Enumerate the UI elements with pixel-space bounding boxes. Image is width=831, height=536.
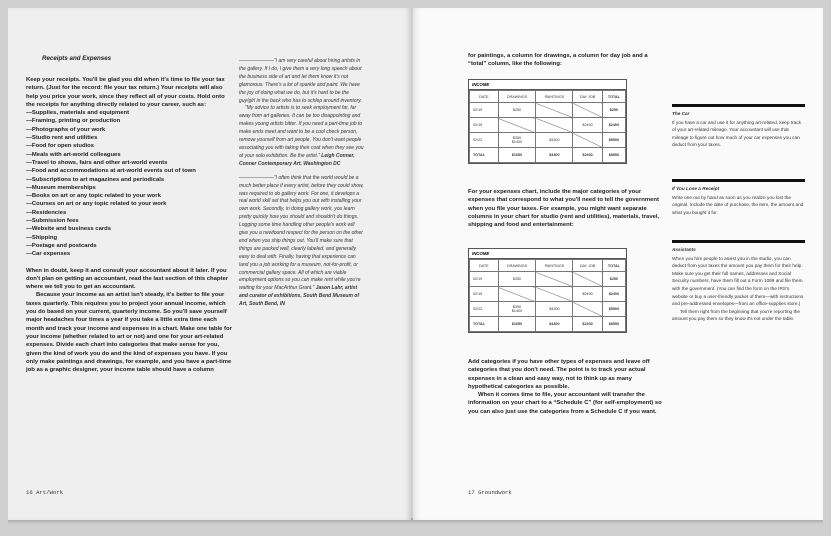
- table-cell: [573, 103, 602, 118]
- list-item: —Supplies, materials and equipment: [26, 110, 130, 117]
- right-page: [413, 8, 823, 520]
- table-row: [470, 272, 626, 287]
- list-item: —Postage and postcards: [26, 242, 97, 249]
- table-cell: [498, 287, 536, 302]
- sidebar-title: The Car: [672, 111, 690, 116]
- list-item: —Museum memberships: [26, 184, 96, 191]
- table-cell: $2400: [573, 287, 602, 302]
- sidebar-text: When you hire people to assist you in the studio, you can deduct from your taxes the amount you pay them for their help. Make sure you get their full names, addresses and Social Security numbers, have them fill out a Form 1099 and file them with the government. (You can find the form on the IRS's website or buy a user-friendly packet of them—with instructions and pre-addressed envelopes—from an office-supplies store.): [672, 255, 804, 307]
- left-body-column: [26, 76, 234, 374]
- quote-attribution: Jason Lahr, artist and curator of exhibitions, South Bend Museum of Art, South Bend, IN: [239, 285, 360, 308]
- table-cell: 02/15: [470, 118, 499, 133]
- table-row: [470, 287, 626, 302]
- table-cell: $4300: [536, 302, 573, 317]
- column-header: DAY JOB: [573, 260, 602, 272]
- table-total-row: [470, 317, 626, 332]
- table-cell: $2400: [602, 118, 625, 133]
- table-cell: $350 $1400: [498, 302, 536, 317]
- column-header: PAINTINGS: [536, 260, 573, 272]
- sidebar-title: Assistants: [672, 247, 696, 252]
- sidebar-rule: [672, 179, 805, 182]
- table-cell: $2400: [573, 118, 602, 133]
- table-cell: $250: [602, 272, 625, 287]
- column-header: DATE: [470, 260, 499, 272]
- page-folio: 16 Art/Work: [26, 489, 63, 496]
- table-cell: $250: [498, 103, 536, 118]
- list-item: —Books on art or any topic related to your work: [26, 193, 161, 200]
- paragraph: Add categories if you have other types of expenses and leave off categories that you don't need. The point is to track your actual expenses in a clean and easy way, not to think up as many hypothetical categories as possible.: [468, 359, 650, 390]
- income-table: [468, 79, 627, 164]
- sidebar-text: If you have a car and use it for anything art-related, keep track of your art-related mileage. Your accountant will use that mileage to figure out how much of your car expenses you can deduct from your taxes.: [672, 119, 801, 148]
- table-cell: $350 $1400: [498, 133, 536, 148]
- table-cell: $8550: [602, 317, 625, 332]
- table-cell: 02/22: [470, 302, 499, 317]
- expenses-paragraph: For your expenses chart, include the major categories of your expenses that correspond to what you'll need to tell the government when you file your taxes. For example, you might want separate columns in your chart for studio (rent and utilities), materials, travel, shipping and food and entertainment:: [468, 189, 660, 229]
- table-cell: $5500: [602, 133, 625, 148]
- table-header-row: [470, 91, 626, 103]
- table-total-row: [470, 148, 626, 163]
- table-cell: $250: [498, 272, 536, 287]
- quote-attribution: Leigh Conner, Conner Contemporary Art, Washington DC: [239, 152, 355, 167]
- table-cell: $1650: [498, 148, 536, 163]
- table-cell: $8550: [602, 148, 625, 163]
- top-paragraph: for paintings, a column for drawings, a column for day job and a “total” column, like the following:: [468, 53, 648, 68]
- table-title: INCOME: [469, 249, 626, 259]
- table-cell: TOTAL: [470, 148, 499, 163]
- quote: ———————“I often think that the world would be a much better place if every artist, before they could show, was required to do gallery work. For one, it develops a real world skill set that helps you out with installing your own work. Secondly, in doing gallery work, you learn pretty quickly how you should and shouldn't do things. Logging some time handling other people's work will give you a newfound respect for the person on the other end when you ship things out. You'll make sure that things are packed well, clearly labeled, and generally easy to deal with. Finally, having that experience can land you a job working for a museum, not-for-profit, or commercial gallery space. All of which are viable employment options so you can make rent while you're waiting for your MacArthur Grant.” Jason Lahr, artist and curator of exhibitions, South Bend Museum of Art, South Bend, IN: [239, 174, 364, 308]
- column-header: TOTAL: [602, 91, 625, 103]
- column-header: PAINTINGS: [536, 91, 573, 103]
- column-header: TOTAL: [602, 260, 625, 272]
- table-cell: $2400: [573, 148, 602, 163]
- list-item: —Food for open studios: [26, 143, 95, 150]
- sidebar-the-car: [672, 104, 805, 149]
- paragraph: When in doubt, keep it and consult your accountant about it later. If you don't plan on getting an accountant, read the last section of this chapter where we tell you to get an accountant.: [26, 267, 229, 291]
- table-cell: $4300: [536, 133, 573, 148]
- table-cell: [536, 103, 573, 118]
- table-cell: [573, 272, 602, 287]
- list-item: —Submission fees: [26, 218, 79, 225]
- pull-quotes-column: [239, 58, 365, 309]
- table-cell: 02/22: [470, 133, 499, 148]
- table-grid: [469, 259, 626, 332]
- list-item: —Car expenses: [26, 251, 71, 258]
- list-item: —Meals with art-world colleagues: [26, 151, 121, 158]
- list-item: —Framing, printing or production: [26, 118, 121, 125]
- sidebar-text: Write one out by hand as soon as you realize you lost the original. Include the date of purchase, the item, the amount and what you bought it for.: [672, 194, 804, 215]
- table-cell: $250: [602, 103, 625, 118]
- column-header: DAY JOB: [573, 91, 602, 103]
- list-item: —Travel to shows, fairs and other art-world events: [26, 159, 168, 166]
- table-cell: [498, 118, 536, 133]
- intro-paragraph: Keep your receipts. You'll be glad you did when it's time to file your tax return. (Just for the record: file your tax return.) Your receipts will also help you price your work, since they reflect all of your costs. Hold onto the receipts for anything directly related to your career, such as:: [26, 77, 225, 108]
- sidebar-assistants: [672, 240, 805, 323]
- table-cell: $2400: [602, 287, 625, 302]
- list-item: —Website and business cards: [26, 226, 112, 233]
- table-title: INCOME: [469, 80, 626, 90]
- table-cell: TOTAL: [470, 317, 499, 332]
- list-item: —Courses on art or any topic related to your work: [26, 201, 167, 208]
- quote: ———————“I am very careful about hiring artists in the gallery. If I do, I give them a very long speech about the business side of art and let them know it's not glamorous. There's a lot of sparkle and paint. We have the joy of doing what we do, but it's hard to be the guy/girl in the back who has to schlep around inventory.: [239, 58, 362, 104]
- book-spread: [8, 8, 823, 520]
- column-header: DRAWINGS: [498, 260, 536, 272]
- table-cell: $1650: [498, 317, 536, 332]
- closing-paragraphs: [468, 358, 664, 416]
- table-cell: [573, 133, 602, 148]
- sidebar-title: If You Lose a Receipt: [672, 186, 720, 191]
- table-row: [470, 133, 626, 148]
- page-folio: 17 Groundwork: [468, 489, 512, 496]
- table-cell: $4300: [536, 317, 573, 332]
- table-cell: [536, 272, 573, 287]
- table-row: [470, 302, 626, 317]
- list-item: —Shipping: [26, 234, 58, 241]
- table-row: [470, 103, 626, 118]
- sidebar-lost-receipt: [672, 179, 805, 216]
- expenses-table: [468, 248, 627, 333]
- column-header: DRAWINGS: [498, 91, 536, 103]
- sidebar-rule: [672, 240, 805, 243]
- table-cell: [573, 302, 602, 317]
- left-page: [8, 8, 411, 520]
- table-cell: 02/19: [470, 103, 499, 118]
- table-cell: $5500: [602, 302, 625, 317]
- paragraph: Because your income as an artist isn't steady, it's better to file your taxes quarterly. This requires you to project your annual income, which you do based on your current, quarterly income. So you'll save yourself major headaches four times a year if you take a little extra time each month and track your income and expenses in a chart. Make one table for your income (whether related to art or not) and one for your art-related expenses. Divide each chart into categories that make sense for you, given the kind of work you do and the kind of expenses you have. If you only make paintings and drawings, for example, and you have a part-time job as a graphic designer, your income table should have a column: [26, 292, 232, 374]
- table-cell: [536, 118, 573, 133]
- table-cell: $2400: [573, 317, 602, 332]
- list-item: —Food and accommodations at art-world events out of town: [26, 168, 196, 175]
- table-row: [470, 118, 626, 133]
- sidebar-text: Tell them right from the beginning that you're reporting the amount you pay them so they know it's not under the table.: [672, 308, 800, 322]
- list-item: —Photographs of your work: [26, 126, 106, 133]
- table-cell: 02/19: [470, 272, 499, 287]
- receipt-list: [26, 109, 234, 258]
- section-title: Receipts and Expenses: [42, 55, 112, 62]
- table-header-row: [470, 260, 626, 272]
- table-cell: 02/15: [470, 287, 499, 302]
- sidebar-rule: [672, 104, 805, 107]
- paragraph: When it comes time to file, your accountant will transfer the information on your chart to a “Schedule C” (for self-employment) so you can also just use the categories from a Schedule C if you want.: [468, 392, 662, 415]
- table-grid: [469, 90, 626, 163]
- list-item: —Residencies: [26, 209, 67, 216]
- quote: “My advice to artists is to seek employment far, far away from art galleries. It can be too disappointing and makes young artists bitter. If you need a part-time job to make ends meet and want to be a cool check person, remove yourself from art people. You don't want people associating you with taking their coat when they see you at your solo exhibition. Be the artist.” Leigh Conner, Conner Contemporary Art, Washington DC: [239, 105, 364, 167]
- table-cell: $4300: [536, 148, 573, 163]
- list-item: —Studio rent and utilities: [26, 135, 98, 142]
- table-cell: [536, 287, 573, 302]
- list-item: —Subscriptions to art magazines and periodicals: [26, 176, 165, 183]
- column-header: DATE: [470, 91, 499, 103]
